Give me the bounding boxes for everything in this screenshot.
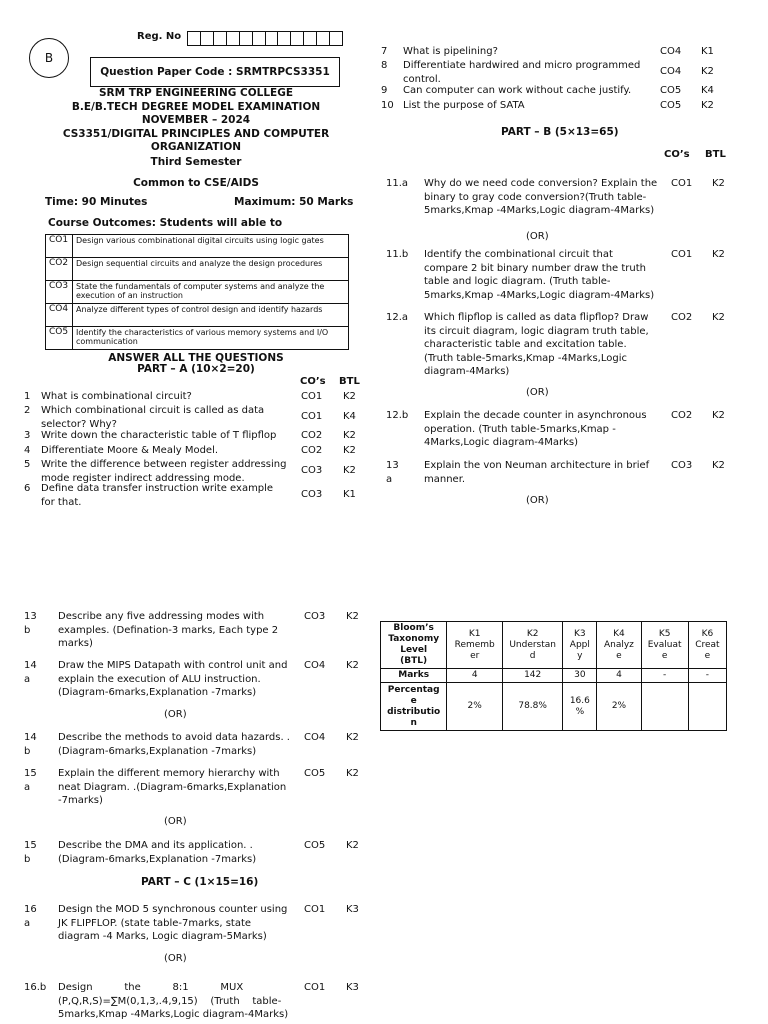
question-co: CO1 xyxy=(671,249,693,260)
question-number: 13 b xyxy=(24,611,37,636)
question-text: Design the 8:1 MUX (P,Q,R,S)=∑M(0,1,3,.4,9,15) (Truth table- 5marks,Kmap -4Marks,Logic diagram-4Marks) xyxy=(58,982,289,1020)
question-number: 12.a xyxy=(386,312,409,323)
question-number: 16 a xyxy=(24,904,37,929)
co-row xyxy=(46,304,349,327)
question-btl: K2 xyxy=(343,430,356,441)
question-co: CO1 xyxy=(671,178,693,189)
question-btl: K2 xyxy=(346,768,359,779)
question-text: Differentiate hardwired and micro programmed control. xyxy=(403,60,641,85)
co-row xyxy=(46,281,349,304)
co-row xyxy=(46,235,349,258)
btl-level-header: K5 Evaluat e xyxy=(641,622,688,669)
question-number: 2 xyxy=(24,405,31,416)
question-text: Describe the methods to avoid data hazards. . (Diagram-6marks,Explanation -7marks) xyxy=(58,732,290,757)
question-co: CO4 xyxy=(304,732,326,743)
btl-percent-value: 78.8% xyxy=(503,683,563,731)
question-number: 5 xyxy=(24,459,31,470)
course-title-line1: CS3351/DIGITAL PRINCIPLES AND COMPUTER xyxy=(62,128,330,140)
question-text: Define data transfer instruction write example for that. xyxy=(41,483,274,508)
question-text: Which flipflop is called as data flipflop? Draw its circuit diagram, logic diagram truth table, characteristic table and excitation table. (Truth table-5marks,Kmap -4Marks,Logic diagram-4Marks) xyxy=(424,312,649,377)
question-co: CO1 xyxy=(304,982,326,993)
reg-no-box[interactable] xyxy=(253,32,266,45)
question-btl: K2 xyxy=(343,391,356,402)
question-btl: K3 xyxy=(346,982,359,993)
question-text: Draw the MIPS Datapath with control unit and explain the execution of ALU instruction. (Diagram-6marks,Explanation -7marks) xyxy=(58,660,288,698)
question-text: List the purpose of SATA xyxy=(403,100,525,111)
or-label: (OR) xyxy=(164,816,187,827)
question-co: CO3 xyxy=(671,460,693,471)
question-btl: K3 xyxy=(346,904,359,915)
col-btl-header-right: BTL xyxy=(705,149,726,160)
question-btl: K4 xyxy=(701,85,714,96)
question-btl: K1 xyxy=(343,489,356,500)
btl-marks-value: - xyxy=(641,669,688,683)
question-paper-code: Question Paper Code : SRMTRPCS3351 xyxy=(90,57,340,87)
question-co: CO4 xyxy=(660,46,682,57)
question-co: CO3 xyxy=(304,611,326,622)
question-btl: K2 xyxy=(712,312,725,323)
question-number: 16.b xyxy=(24,982,47,993)
co-row xyxy=(46,327,349,350)
co-description: Design various combinational digital circuits using logic gates xyxy=(73,235,349,258)
question-co: CO4 xyxy=(660,66,682,77)
question-btl: K2 xyxy=(343,445,356,456)
btl-level-header: K4 Analyz e xyxy=(597,622,641,669)
reg-no-box[interactable] xyxy=(304,32,317,45)
btl-percent-value: 2% xyxy=(447,683,503,731)
question-text: Describe any five addressing modes with examples. (Defination-3 marks, Each type 2 marks) xyxy=(58,611,279,649)
question-btl: K1 xyxy=(701,46,714,57)
question-btl: K2 xyxy=(712,460,725,471)
btl-marks-value: 4 xyxy=(597,669,641,683)
reg-no-box[interactable] xyxy=(227,32,240,45)
question-number: 10 xyxy=(381,100,394,111)
reg-no-box[interactable] xyxy=(188,32,201,45)
question-number: 14 a xyxy=(24,660,37,685)
question-btl: K2 xyxy=(343,465,356,476)
set-letter-circle xyxy=(29,38,69,78)
reg-no-box[interactable] xyxy=(240,32,253,45)
question-number: 3 xyxy=(24,430,31,441)
btl-percent-value: 16.6 % xyxy=(563,683,597,731)
course-title-line2: ORGANIZATION xyxy=(150,141,242,153)
question-co: CO5 xyxy=(304,840,326,851)
or-label: (OR) xyxy=(526,231,549,242)
reg-no-box[interactable] xyxy=(291,32,304,45)
question-number: 9 xyxy=(381,85,388,96)
question-btl: K2 xyxy=(701,66,714,77)
question-text: Explain the decade counter in asynchronous operation. (Truth table-5marks,Kmap - 4Marks,Logic diagram-4Marks) xyxy=(424,410,647,448)
btl-percent-value xyxy=(688,683,726,731)
co-description: State the fundamentals of computer systems and analyze the execution of an instruction xyxy=(73,281,349,304)
question-co: CO3 xyxy=(301,465,323,476)
question-number: 11.b xyxy=(386,249,409,260)
question-text: Explain the von Neuman architecture in brief manner. xyxy=(424,460,650,485)
question-number: 15 b xyxy=(24,840,37,865)
question-btl: K4 xyxy=(343,411,356,422)
reg-no-label: Reg. No xyxy=(137,31,182,42)
col-cos-header-right: CO’s xyxy=(664,149,690,160)
co-row xyxy=(46,258,349,281)
question-text: Explain the different memory hierarchy with neat Diagram. .(Diagram-6marks,Explanation -7marks) xyxy=(58,768,287,806)
question-btl: K2 xyxy=(701,100,714,111)
question-co: CO1 xyxy=(301,391,323,402)
question-text: Can computer can work without cache justify. xyxy=(403,85,632,96)
question-btl: K2 xyxy=(712,249,725,260)
question-co: CO5 xyxy=(304,768,326,779)
co-code: CO2 xyxy=(46,258,73,281)
or-label: (OR) xyxy=(164,953,187,964)
btl-level-header: K1 Rememb er xyxy=(447,622,503,669)
question-text: Write down the characteristic table of T flipflop xyxy=(41,430,277,441)
question-number: 13 a xyxy=(386,460,399,485)
or-label: (OR) xyxy=(526,387,549,398)
answer-all: ANSWER ALL THE QUESTIONS xyxy=(108,352,284,364)
btl-percent-label: Percentag e distributio n xyxy=(381,683,447,731)
reg-no-box[interactable] xyxy=(266,32,279,45)
or-label: (OR) xyxy=(164,709,187,720)
reg-no-box[interactable] xyxy=(214,32,227,45)
question-number: 15 a xyxy=(24,768,37,793)
college-name: SRM TRP ENGINEERING COLLEGE xyxy=(99,87,293,99)
btl-level-label: Bloom’s Taxonomy Level (BTL) xyxy=(381,622,447,669)
question-co: CO5 xyxy=(660,85,682,96)
question-number: 14 b xyxy=(24,732,37,757)
reg-no-box[interactable] xyxy=(317,32,330,45)
part-c-title: PART – C (1×15=16) xyxy=(141,876,259,888)
question-btl: K2 xyxy=(346,611,359,622)
btl-marks-value: 142 xyxy=(503,669,563,683)
question-co: CO2 xyxy=(301,445,323,456)
btl-level-header: K3 Appl y xyxy=(563,622,597,669)
course-outcomes-table xyxy=(45,234,349,350)
reg-no-box[interactable] xyxy=(201,32,214,45)
question-co: CO2 xyxy=(671,312,693,323)
question-co: CO1 xyxy=(301,411,323,422)
btl-header-row xyxy=(381,622,727,669)
question-text: Why do we need code conversion? Explain the binary to gray code conversion?(Truth table- 5marks,Kmap -4Marks,Logic diagram-4Marks) xyxy=(424,178,658,216)
question-text: Design the MOD 5 synchronous counter using JK FLIPFLOP. (state table-7marks, state diagram -4 Marks, Logic diagram-5Marks) xyxy=(58,904,288,942)
outcomes-title: Course Outcomes: Students will able to xyxy=(48,217,283,229)
max-marks-label: Maximum: 50 Marks xyxy=(234,196,354,208)
co-description: Analyze different types of control design and identify hazards xyxy=(73,304,349,327)
question-number: 1 xyxy=(24,391,31,402)
reg-no-box[interactable] xyxy=(330,32,342,45)
question-btl: K2 xyxy=(346,660,359,671)
question-number: 7 xyxy=(381,46,388,57)
common-to: Common to CSE/AIDS xyxy=(133,177,259,189)
question-co: CO3 xyxy=(301,489,323,500)
time-label: Time: 90 Minutes xyxy=(45,196,148,208)
exam-title: B.E/B.TECH DEGREE MODEL EXAMINATION xyxy=(71,101,321,113)
question-co: CO5 xyxy=(660,100,682,111)
question-text: Differentiate Moore & Mealy Model. xyxy=(41,445,219,456)
question-btl: K2 xyxy=(712,178,725,189)
reg-no-box[interactable] xyxy=(278,32,291,45)
question-text: What is pipelining? xyxy=(403,46,498,57)
btl-percent-value xyxy=(641,683,688,731)
or-label: (OR) xyxy=(526,495,549,506)
part-b-title: PART – B (5×13=65) xyxy=(501,126,619,138)
btl-marks-value: - xyxy=(688,669,726,683)
question-text: Describe the DMA and its application. . (Diagram-6marks,Explanation -7marks) xyxy=(58,840,257,865)
col-btl-header: BTL xyxy=(339,376,360,387)
question-number: 4 xyxy=(24,445,31,456)
question-btl: K2 xyxy=(712,410,725,421)
question-co: CO2 xyxy=(671,410,693,421)
question-number: 8 xyxy=(381,60,388,71)
co-code: CO4 xyxy=(46,304,73,327)
semester: Third Semester xyxy=(150,156,242,168)
question-co: CO1 xyxy=(304,904,326,915)
btl-marks-row xyxy=(381,669,727,683)
btl-percent-row xyxy=(381,683,727,731)
set-letter: B xyxy=(44,51,54,65)
question-btl: K2 xyxy=(346,732,359,743)
reg-no-boxes[interactable] xyxy=(187,31,343,46)
btl-marks-value: 4 xyxy=(447,669,503,683)
question-co: CO4 xyxy=(304,660,326,671)
btl-marks-label: Marks xyxy=(381,669,447,683)
col-cos-header: CO’s xyxy=(300,376,326,387)
question-text: Identify the combinational circuit that compare 2 bit binary number draw the truth table and logic diagram. (Truth table- 5marks,Kmap -4Marks,Logic diagram-4Marks) xyxy=(424,249,655,301)
co-code: CO1 xyxy=(46,235,73,258)
question-text: Write the difference between register addressing mode register indirect addressing mode. xyxy=(41,459,287,484)
btl-marks-value: 30 xyxy=(563,669,597,683)
question-co: CO2 xyxy=(301,430,323,441)
btl-level-header: K6 Creat e xyxy=(688,622,726,669)
co-code: CO3 xyxy=(46,281,73,304)
btl-percent-value: 2% xyxy=(597,683,641,731)
question-text: Which combinational circuit is called as data selector? Why? xyxy=(41,405,265,430)
question-number: 11.a xyxy=(386,178,409,189)
co-description: Design sequential circuits and analyze the design procedures xyxy=(73,258,349,281)
blooms-taxonomy-table xyxy=(380,621,727,731)
question-btl: K2 xyxy=(346,840,359,851)
question-number: 12.b xyxy=(386,410,409,421)
btl-level-header: K2 Understan d xyxy=(503,622,563,669)
question-number: 6 xyxy=(24,483,31,494)
co-description: Identify the characteristics of various memory systems and I/O communication xyxy=(73,327,349,350)
co-code: CO5 xyxy=(46,327,73,350)
exam-date: NOVEMBER – 2024 xyxy=(141,114,251,126)
question-text: What is combinational circuit? xyxy=(41,391,192,402)
part-a-title: PART – A (10×2=20) xyxy=(137,363,255,375)
